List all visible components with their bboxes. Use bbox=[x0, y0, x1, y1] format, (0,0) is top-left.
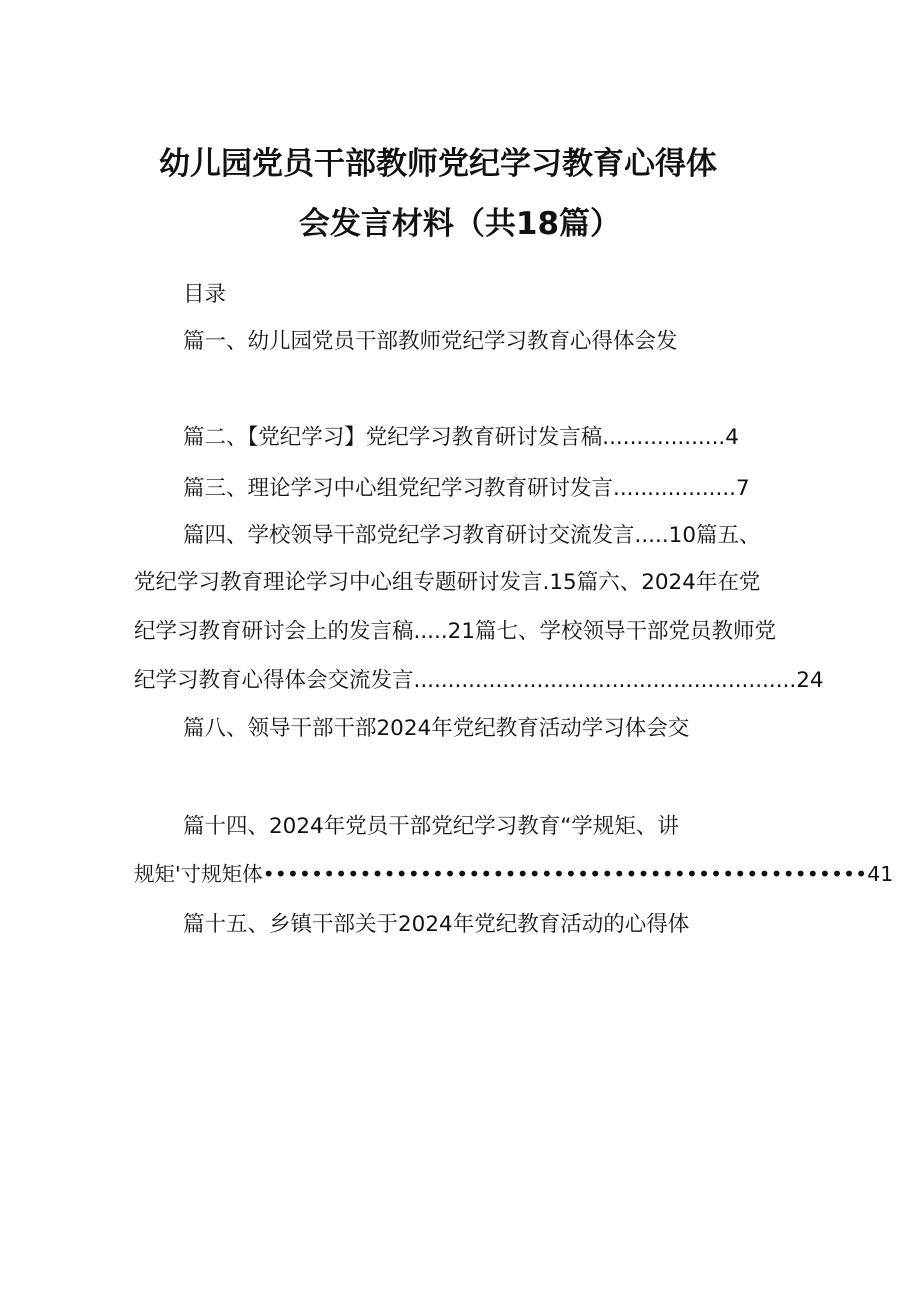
document-title-line-1: 幼儿园党员干部教师党纪学习教育心得体 bbox=[159, 146, 717, 182]
document-title-line-2: 会发言材料（共18篇） bbox=[298, 206, 622, 242]
toc-entry-2: 篇二、【党纪学习】党纪学习教育研讨发言稿..................4 bbox=[183, 425, 739, 450]
toc-entry-7: 纪学习教育心得体会交流发言........................................................24 bbox=[134, 668, 824, 693]
toc-entry-1: 篇一、幼儿园党员干部教师党纪学习教育心得体会发 bbox=[183, 329, 678, 354]
toc-entry-9: 篇十四、2024年党员干部党纪学习教育“学规矩、讲 bbox=[183, 814, 679, 839]
toc-entry-4: 篇四、学校领导干部党纪学习教育研讨交流发言.....10篇五、 bbox=[183, 523, 761, 548]
toc-heading: 目录 bbox=[183, 282, 227, 307]
toc-entry-6: 纪学习教育研讨会上的发言稿.....21篇七、学校领导干部党员教师党 bbox=[134, 619, 777, 644]
toc-entry-11: 篇十五、乡镇干部关于2024年党纪教育活动的心得体 bbox=[183, 912, 690, 937]
toc-entry-8: 篇八、领导干部干部2024年党纪教育活动学习体会交 bbox=[183, 716, 690, 741]
toc-entry-3: 篇三、理论学习中心组党纪学习教育研讨发言..................7 bbox=[183, 476, 750, 501]
toc-entry-10: 规矩'寸规矩体••••••••••••••••••••••••••••••••••••••••••••••••••41 bbox=[134, 862, 894, 886]
toc-entry-5: 党纪学习教育理论学习中心组专题研讨发言.15篇六、2024年在党 bbox=[134, 570, 761, 595]
